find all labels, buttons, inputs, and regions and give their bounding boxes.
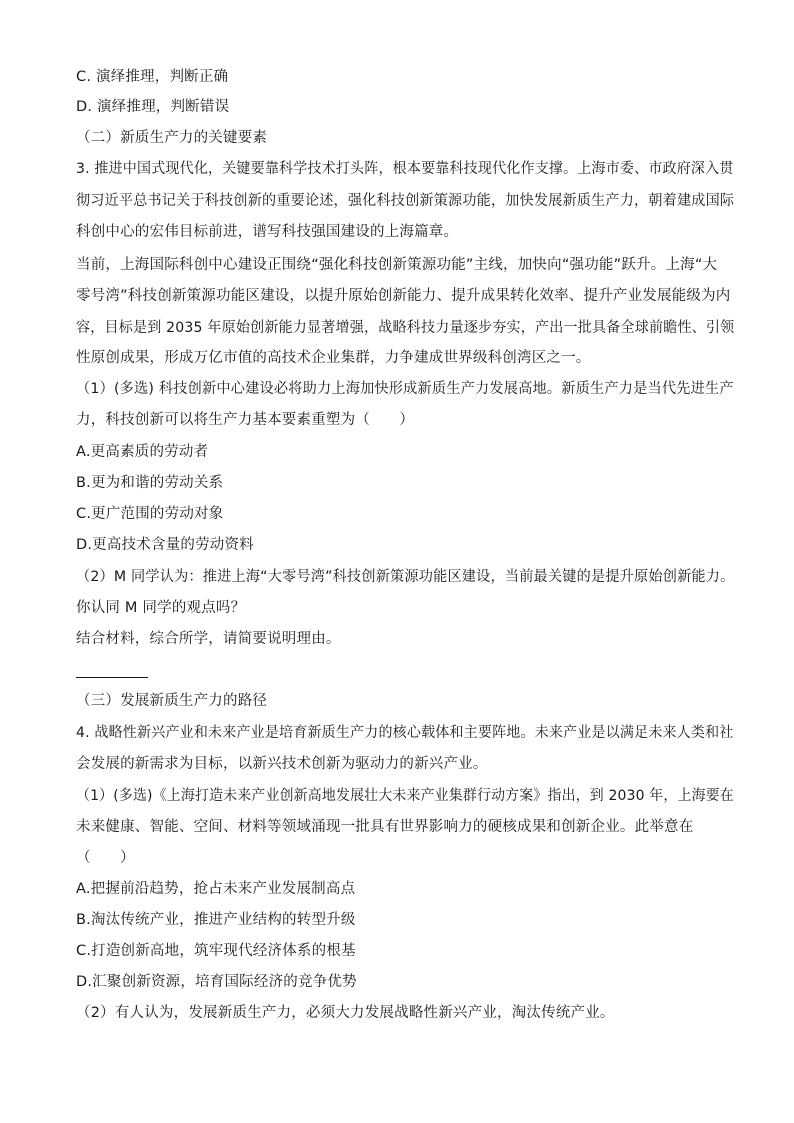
question-3-line-1: 3. 推进中国式现代化，关键要靠科学技术打头阵，根本要靠科技现代化作支撑。上海市委、市政府深入贯 <box>76 161 734 177</box>
q4-sub-question-2: （2）有人认为，发展新质生产力，必须大力发展战略性新兴产业，淘汰传统产业。 <box>76 1005 615 1021</box>
q4-option-d: D.汇聚创新资源，培育国际经济的竞争优势 <box>76 974 357 990</box>
option-a: A.更高素质的劳动者 <box>76 444 209 460</box>
material-line-2: 零号湾”科技创新策源功能区建设，以提升原始创新能力、提升成果转化效率、提升产业发展能级为内 <box>76 288 731 304</box>
sub-question-1-line-1: （1）(多选) 科技创新中心建设必将助力上海加快形成新质生产力发展高地。新质生产力是当代先进生产 <box>76 381 734 397</box>
sub-question-2-line-2: 你认同 M 同学的观点吗？ <box>76 600 246 616</box>
q4-sub-question-1-line-2: 未来健康、智能、空间、材料等领域涌现一批具有世界影响力的硬核成果和创新企业。此举意在 <box>76 819 694 835</box>
question-4-line-1: 4. 战略性新兴产业和未来产业是培育新质生产力的核心载体和主要阵地。未来产业是以满足未来人类和社 <box>76 725 734 741</box>
option-d: D.更高技术含量的劳动资料 <box>76 537 254 553</box>
section-heading-2: （二）新质生产力的关键要素 <box>76 130 268 146</box>
option-c-line: C. 演绎推理，判断正确 <box>76 69 229 85</box>
section-heading-3: （三）发展新质生产力的路径 <box>76 693 268 709</box>
sub-question-2-line-1: （2）M 同学认为：推进上海“大零号湾”科技创新策源功能区建设，当前最关键的是提升原始创新能力。 <box>76 569 735 585</box>
sub-question-1-line-2: 力，科技创新可以将生产力基本要素重塑为（ ） <box>76 412 415 428</box>
option-d-line: D. 演绎推理，判断错误 <box>76 99 230 115</box>
q4-sub-question-1-line-1: （1）(多选)《上海打造未来产业创新高地发展壮大未来产业集群行动方案》指出，到 2030 年，上海要在 <box>76 788 734 804</box>
q4-option-c: C.打造创新高地，筑牢现代经济体系的根基 <box>76 943 356 959</box>
material-line-3: 容，目标是到 2035 年原始创新能力显著增强，战略科技力量逐步夯实，产出一批具备全球前瞻性、引领 <box>76 320 735 336</box>
question-4-line-2: 会发展的新需求为目标，以新兴技术创新为驱动力的新兴产业。 <box>76 756 488 772</box>
question-3-line-2: 彻习近平总书记关于科技创新的重要论述，强化科技创新策源功能，加快发展新质生产力，朝着建成国际 <box>76 193 735 209</box>
sub-question-2-line-3: 结合材料，综合所学，请简要说明理由。 <box>76 631 341 647</box>
question-3-line-3: 科创中心的宏伟目标前进，谱写科技强国建设的上海篇章。 <box>76 224 459 240</box>
q4-option-a: A.把握前沿趋势，抢占未来产业发展制高点 <box>76 881 356 897</box>
q4-option-b: B.淘汰传统产业，推进产业结构的转型升级 <box>76 912 356 928</box>
option-c: C.更广范围的劳动对象 <box>76 506 224 522</box>
option-b: B.更为和谐的劳动关系 <box>76 475 224 491</box>
footnote-divider <box>76 677 148 678</box>
material-line-1: 当前，上海国际科创中心建设正围绕“强化科技创新策源功能”主线，加快向“强功能”跃升。上海“大 <box>76 257 718 273</box>
answer-blank: （ ） <box>76 850 135 866</box>
material-line-4: 性原创成果，形成万亿市值的高技术企业集群，力争建成世界级科创湾区之一。 <box>76 350 591 366</box>
